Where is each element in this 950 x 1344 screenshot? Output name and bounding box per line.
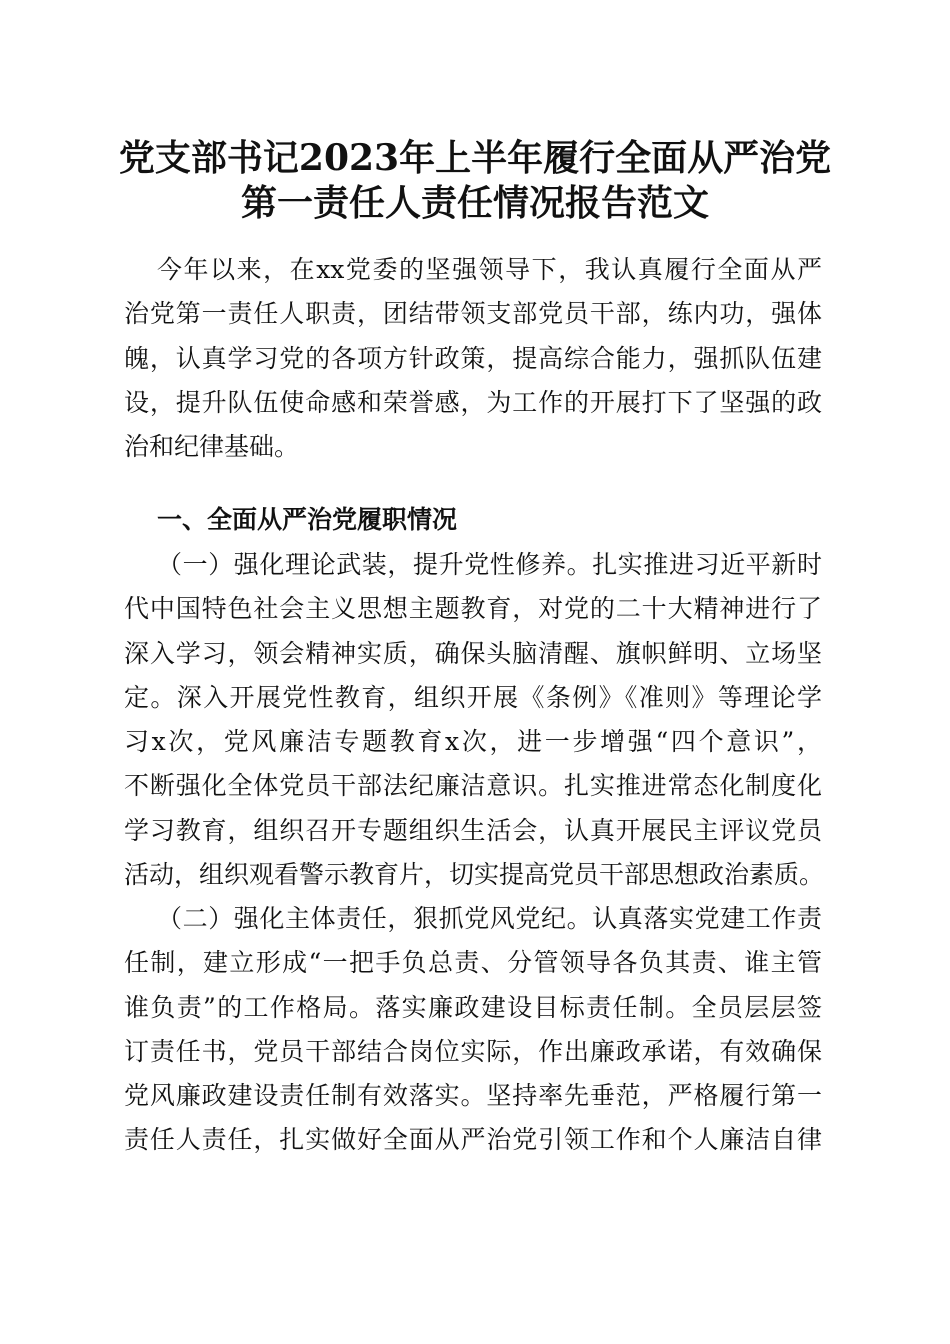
subsection-1-paragraph: [124, 543, 825, 897]
text-line: 设，提升队伍使命感和荣誉感，为工作的开展打下了坚强的政: [124, 387, 822, 417]
text-line: 订责任书，党员干部结合岗位实际，作出廉政承诺，有效确保: [124, 1036, 822, 1066]
text-line: （一）强化理论武装，提升党性修养。扎实推进习近平新时: [157, 550, 822, 579]
text-line: 活动，组织观看警示教育片，切实提高党员干部思想政治素质。: [124, 860, 825, 890]
text-line: 治和纪律基础。: [124, 432, 300, 462]
text-line: 治党第一责任人职责，团结带领支部党员干部，练内功，强体: [124, 299, 822, 329]
text-line: 习x次，党风廉洁专题教育x次，进一步增强“四个意识”，: [124, 727, 822, 757]
text-line: 责任人责任，扎实做好全面从严治党引领工作和个人廉洁自律: [124, 1125, 822, 1155]
title-line: 党支部书记2023年上半年履行全面从严治党: [118, 137, 832, 179]
text-line: 定。深入开展党性教育，组织开展《条例》《准则》等理论学: [124, 682, 822, 712]
text-line: 党风廉政建设责任制有效落实。坚持率先垂范，严格履行第一: [124, 1081, 822, 1111]
text-line: 深入学习，领会精神实质，确保头脑清醒、旗帜鲜明、立场坚: [124, 638, 822, 668]
title-line: 第一责任人责任情况报告范文: [240, 182, 709, 224]
text-line: 今年以来，在xx党委的坚强领导下，我认真履行全面从严: [157, 255, 822, 284]
text-line: 代中国特色社会主义思想主题教育，对党的二十大精神进行了: [124, 594, 822, 624]
text-line: （二）强化主体责任，狠抓党风党纪。认真落实党建工作责: [157, 904, 822, 933]
text-line: 谁负责”的工作格局。落实廉政建设目标责任制。全员层层签: [124, 992, 822, 1022]
text-line: 任制，建立形成“一把手负总责、分管领导各负其责、谁主管: [124, 948, 822, 978]
section-heading: 一、全面从严治党履职情况: [157, 505, 458, 534]
subsection-2-paragraph: [124, 897, 822, 1163]
document-title: [100, 136, 850, 226]
text-line: 学习教育，组织召开专题组织生活会，认真开展民主评议党员: [124, 815, 822, 845]
text-line: 魄，认真学习党的各项方针政策，提高综合能力，强抓队伍建: [124, 343, 822, 373]
intro-paragraph: [124, 248, 822, 469]
text-line: 不断强化全体党员干部法纪廉洁意识。扎实推进常态化制度化: [124, 771, 822, 801]
